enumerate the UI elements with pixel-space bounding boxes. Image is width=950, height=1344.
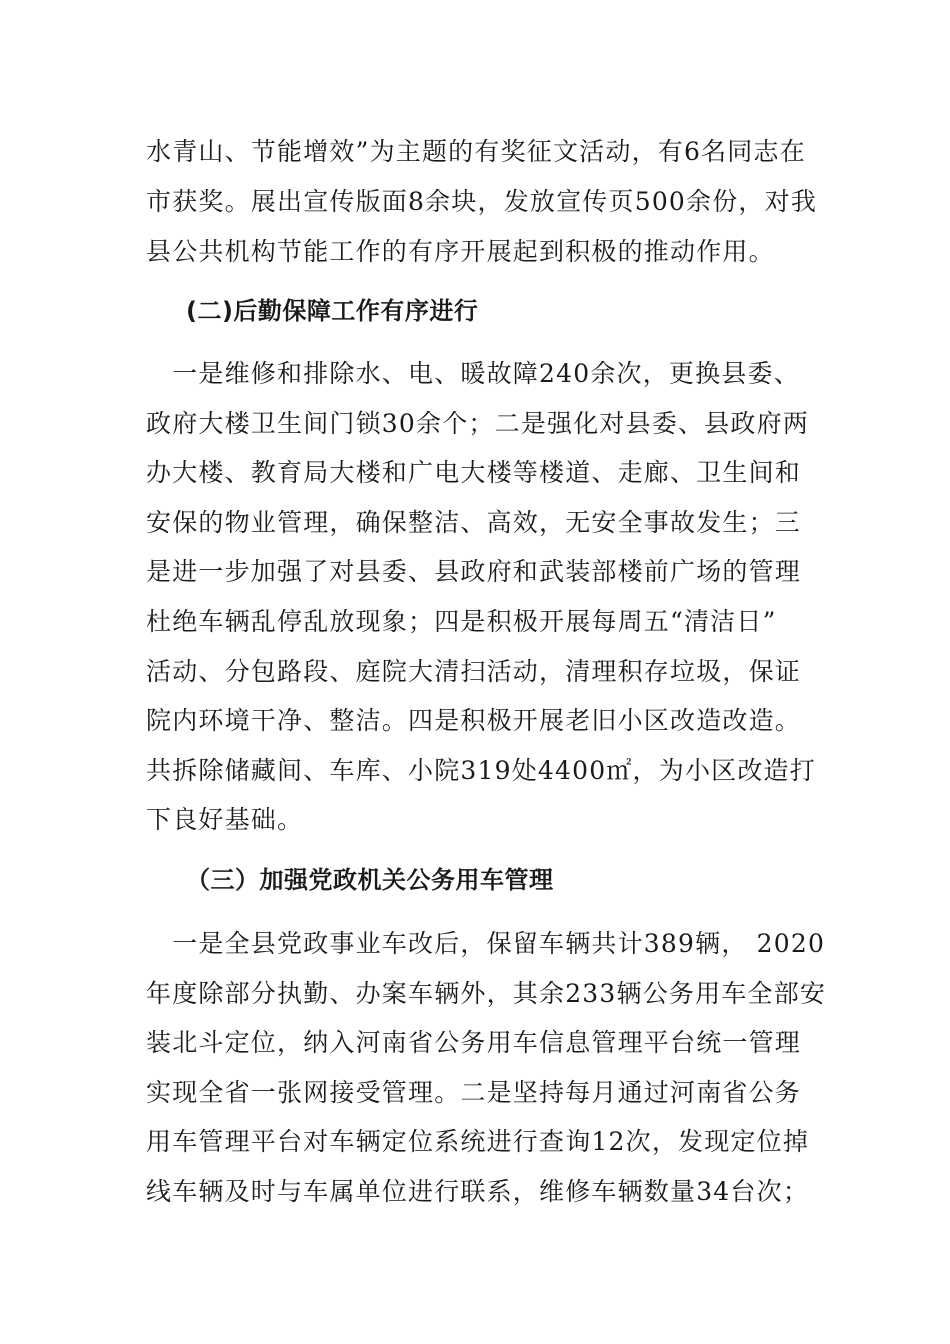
paragraph-line: 市获奖。展出宣传版面8余块，发放宣传页500余份，对我: [146, 187, 818, 216]
paragraph-line: 杜绝车辆乱停乱放现象；四是积极开展每周五“清洁日”: [146, 607, 777, 636]
paragraph-line: 一是全县党政事业车改后，保留车辆共计389辆， 2020: [146, 929, 826, 958]
section-heading-3: （三）加强党政机关公务用车管理: [186, 866, 554, 894]
paragraph-line: 安保的物业管理，确保整洁、高效，无安全事故发生；三: [146, 508, 802, 537]
paragraph-line: 下良好基础。: [146, 805, 304, 834]
section-heading-2: (二)后勤保障工作有序进行: [186, 297, 479, 325]
paragraph-line: 是进一步加强了对县委、县政府和武装部楼前广场的管理: [146, 557, 802, 586]
paragraph-line: 装北斗定位，纳入河南省公务用车信息管理平台统一管理: [146, 1028, 802, 1057]
paragraph-line: 实现全省一张网接受管理。二是坚持每月通过河南省公务: [146, 1078, 802, 1107]
paragraph-line: 院内环境干净、整洁。四是积极开展老旧小区改造改造。: [146, 706, 802, 735]
paragraph-line: 活动、分包路段、庭院大清扫活动，清理积存垃圾，保证: [146, 657, 802, 686]
paragraph-line: 政府大楼卫生间门锁30余个；二是强化对县委、县政府两: [146, 409, 810, 438]
paragraph-line: 共拆除储藏间、车库、小院319处4400㎡，为小区改造打: [146, 756, 816, 785]
paragraph-line: 年度除部分执勤、办案车辆外，其余233辆公务用车全部安: [146, 979, 827, 1008]
paragraph-line: 一是维修和排除水、电、暖故障240余次，更换县委、: [146, 359, 800, 388]
paragraph-line: 办大楼、教育局大楼和广电大楼等楼道、走廊、卫生间和: [146, 458, 802, 487]
paragraph-line: 县公共机构节能工作的有序开展起到积极的推动作用。: [146, 237, 775, 266]
paragraph-line: 用车管理平台对车辆定位系统进行查询12次，发现定位掉: [146, 1127, 810, 1156]
paragraph-line: 水青山、节能增效”为主题的有奖征文活动，有6名同志在: [146, 137, 806, 166]
paragraph-line: 线车辆及时与车属单位进行联系，维修车辆数量34台次；: [146, 1177, 810, 1206]
